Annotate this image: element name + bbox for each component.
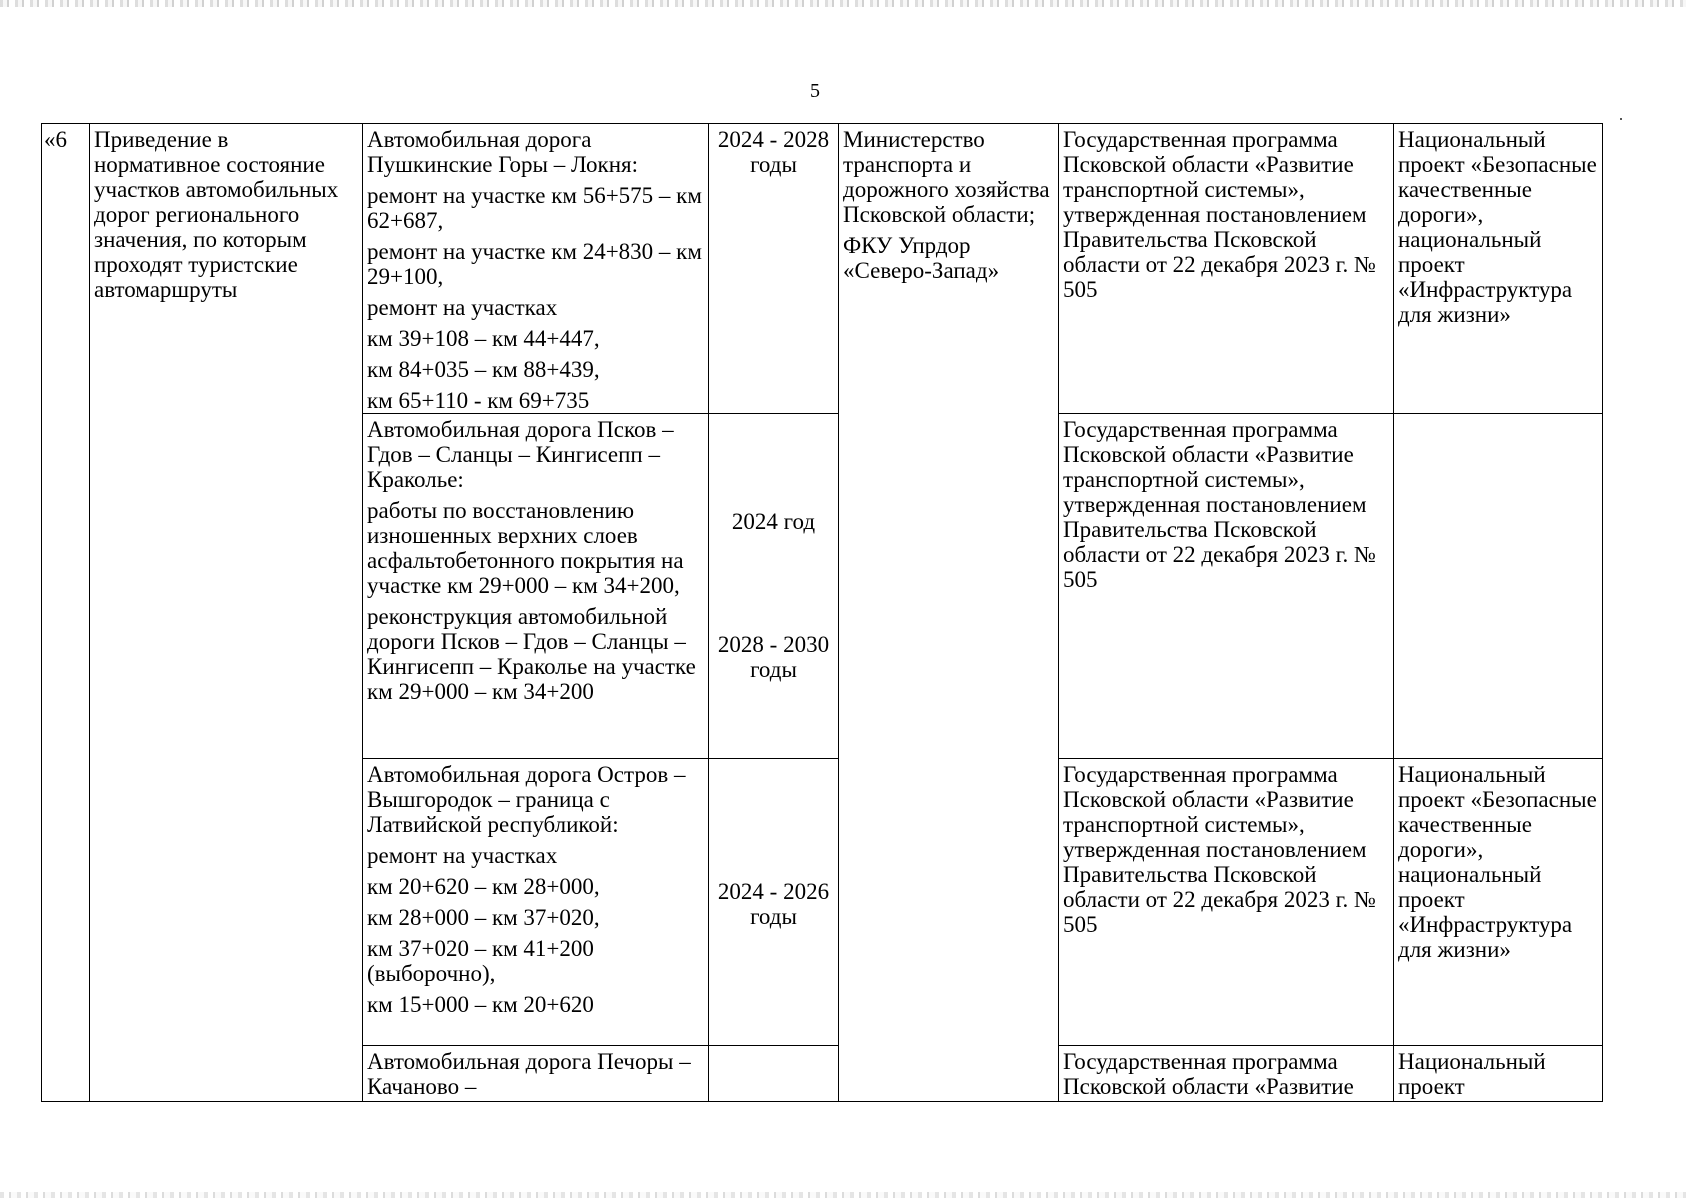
table-row <box>42 124 1603 414</box>
program-cell: Государственная программа Псковской области «Развитие транспортной системы», утвержденная постановлением Правительства Псковской области от 22 декабря 2023 г. № 505 <box>1059 414 1394 759</box>
period-cell <box>709 414 839 759</box>
work-item: км 20+620 – км 28+000, <box>367 874 600 899</box>
scan-edge-top <box>0 0 1686 7</box>
road-name: Автомобильная дорога Псков – Гдов – Сланцы – Кингисепп – Краколье: <box>367 417 674 492</box>
object-cell: Автомобильная дорога Печоры – Качаново – <box>363 1046 709 1102</box>
program-cell: Государственная программа Псковской области «Развитие транспортной системы», утвержденная постановлением Правительства Псковской области от 22 декабря 2023 г. № 505 <box>1059 124 1394 414</box>
work-item: ремонт на участках <box>367 843 558 868</box>
scan-edge-bottom <box>0 1192 1686 1198</box>
period-cell <box>709 1046 839 1102</box>
measures-table <box>41 123 1603 1102</box>
work-item: км 15+000 – км 20+620 <box>367 992 594 1017</box>
measure-cell: Приведение в нормативное состояние участков автомобильных дорог регионального значения, по которым проходят туристские автомаршруты <box>90 124 363 1102</box>
scan-artifact <box>1620 118 1622 120</box>
program-cell: Государственная программа Псковской области «Развитие <box>1059 1046 1394 1102</box>
work-item: ремонт на участках <box>367 295 558 320</box>
program-cell: Государственная программа Псковской области «Развитие транспортной системы», утвержденная постановлением Правительства Псковской области от 22 декабря 2023 г. № 505 <box>1059 759 1394 1046</box>
work-item: ремонт на участке км 56+575 – км 62+687, <box>367 183 702 233</box>
executor-fku: ФКУ Упрдор «Северо-Запад» <box>843 233 1000 283</box>
executor-ministry: Министерство транспорта и дорожного хозяйства Псковской области; <box>843 127 1050 227</box>
object-cell <box>363 759 709 1046</box>
project-cell <box>1394 414 1603 759</box>
work-item: работы по восстановлению изношенных верхних слоев асфальтобетонного покрытия на участке км 29+000 – км 34+200, <box>367 498 684 598</box>
road-name: Автомобильная дорога Пушкинские Горы – Локня: <box>367 127 638 177</box>
work-item: км 84+035 – км 88+439, <box>367 357 600 382</box>
period-cell: 2024 - 2028 годы <box>709 124 839 414</box>
object-cell <box>363 124 709 414</box>
work-item: реконструкция автомобильной дороги Псков – Гдов – Сланцы – Кингисепп – Краколье на участке км 29+000 – км 34+200 <box>367 604 696 704</box>
project-cell: Национальный проект «Безопасные качественные дороги», национальный проект «Инфраструктура для жизни» <box>1394 124 1603 414</box>
project-cell: Национальный проект «Безопасные качественные дороги», национальный проект «Инфраструктура для жизни» <box>1394 759 1603 1046</box>
page-number: 5 <box>810 80 820 102</box>
period-cell: 2024 - 2026 годы <box>709 759 839 1046</box>
period-2: 2028 - 2030 годы <box>717 632 830 682</box>
executors-cell <box>839 124 1059 1102</box>
period-1: 2024 год <box>731 509 816 534</box>
project-cell: Национальный проект <box>1394 1046 1603 1102</box>
object-cell <box>363 414 709 759</box>
work-item: ремонт на участке км 24+830 – км 29+100, <box>367 239 702 289</box>
work-item: км 39+108 – км 44+447, <box>367 326 600 351</box>
work-item: км 37+020 – км 41+200 (выборочно), <box>367 936 594 986</box>
work-item: км 65+110 - км 69+735 <box>367 388 590 413</box>
work-item: км 28+000 – км 37+020, <box>367 905 600 930</box>
row-number-cell: «6 <box>42 124 90 1102</box>
road-name: Автомобильная дорога Остров – Вышгородок – граница с Латвийской республикой: <box>367 762 686 837</box>
